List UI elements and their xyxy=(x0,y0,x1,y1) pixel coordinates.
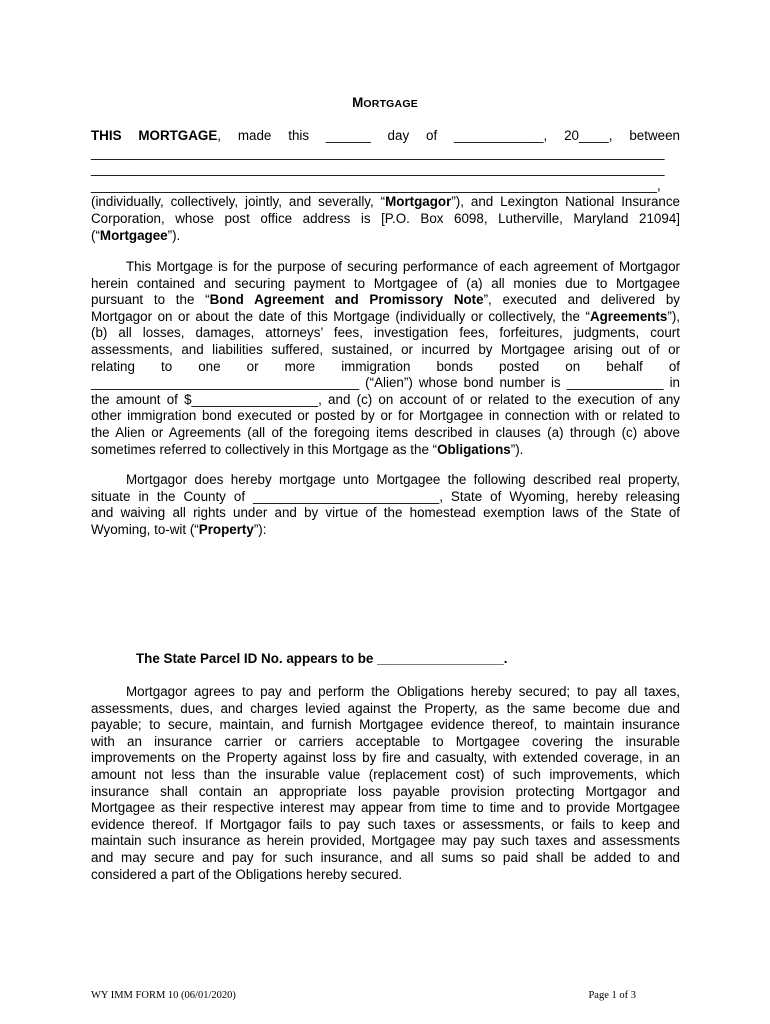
insurance-line xyxy=(91,684,680,701)
text-run: Mortgagor does hereby mortgage unto Mortgagee the following described real property, xyxy=(126,472,680,487)
text-run: pursuant to the “ xyxy=(91,292,210,308)
text-run: relating to one or more immigration bonds posted on behalf of xyxy=(91,358,680,374)
bold-term: Obligations xyxy=(437,441,511,457)
text-run: (individually, collectively, jointly, and severally, “ xyxy=(91,194,386,210)
text-run: the Alien or Agreements (all of the foregoing items described in clauses (a) through (c) above xyxy=(91,424,680,440)
purpose-line xyxy=(91,292,680,309)
insurance-paragraph xyxy=(91,684,680,883)
insurance-line xyxy=(91,817,680,834)
property-line xyxy=(91,522,680,539)
text-run: with an insurance carrier or carriers acceptable to Mortgagee covering the insurable xyxy=(91,733,680,749)
intro-line xyxy=(91,228,680,245)
text-run: ____________________________________________________________________________, xyxy=(91,177,661,193)
purpose-line xyxy=(91,342,680,359)
text-run: improvements on the Property against loss by fire and casualty, with extended coverage, in an xyxy=(91,750,680,766)
bold-term: THIS MORTGAGE xyxy=(91,128,218,143)
intro-line xyxy=(91,161,680,178)
text-run: the amount of $_________________, and (c) on account of or related to the execution of any xyxy=(91,391,680,407)
text-run: ”). xyxy=(510,441,524,457)
insurance-line xyxy=(91,717,680,734)
insurance-line xyxy=(91,850,680,867)
text-run: This Mortgage is for the purpose of securing performance of each agreement of Mortgagor xyxy=(126,259,680,274)
parcel-line xyxy=(136,651,725,668)
bold-term: Bond Agreement and Promissory Note xyxy=(209,292,484,308)
purpose-line xyxy=(91,375,680,392)
parcel-id-paragraph xyxy=(136,651,725,668)
text-run: ”): xyxy=(253,521,267,537)
insurance-line xyxy=(91,750,680,767)
text-run: and may secure and pay for such insurance, and all sums so paid shall be added to and xyxy=(91,849,680,865)
text-run: evidence thereof. If Mortgagor fails to pay such taxes or assessments, or fails to keep and xyxy=(91,816,680,832)
text-run: (b) all losses, damages, attorneys’ fees, investigation fees, forfeitures, judgments, court xyxy=(91,325,680,341)
text-run: considered a part of the Obligations hereby secured. xyxy=(91,866,403,882)
property-paragraph xyxy=(91,472,680,538)
text-run: other immigration bond executed or posted by or for Mortgagee in connection with or related to xyxy=(91,408,680,424)
text-run: ”), xyxy=(667,308,680,324)
insurance-line xyxy=(91,767,680,784)
text-run: Corporation, whose post office address is [P.O. Box 6098, Lutherville, Maryland 21094] xyxy=(91,210,680,226)
text-run: ”), and Lexington National Insurance xyxy=(451,194,680,210)
intro-line xyxy=(91,128,680,145)
text-run: insurance shall contain an appropriate loss payable provision protecting Mortgagor and xyxy=(91,783,680,799)
insurance-line xyxy=(91,734,680,751)
page-number: Page 1 of 3 xyxy=(588,990,636,1001)
purpose-line xyxy=(91,359,680,376)
text-run: herein contained and securing payment to Mortgagee of (a) all monies due to Mortgagee xyxy=(91,275,680,291)
bold-term: Mortgagee xyxy=(99,227,168,243)
insurance-line xyxy=(91,800,680,817)
document-title: MORTGAGE xyxy=(352,95,418,110)
insurance-line xyxy=(91,784,680,801)
insurance-line xyxy=(91,833,680,850)
text-run: sometimes referred to collectively in this Mortgage as the “ xyxy=(91,441,438,457)
text-run: Mortgagor agrees to pay and perform the Obligations hereby secured; to pay all taxes, xyxy=(126,684,680,699)
text-run: assessments, and liabilities suffered, sustained, or incurred by Mortgagee arising out of or xyxy=(91,341,680,357)
purpose-line xyxy=(91,259,680,276)
purpose-line xyxy=(91,442,680,459)
purpose-paragraph xyxy=(91,259,680,458)
bold-term: The State Parcel ID No. appears to be _________________. xyxy=(136,651,508,666)
property-line xyxy=(91,489,680,506)
text-run: payable; to secure, maintain, and furnish Mortgagee evidence thereof, to maintain insurance xyxy=(91,717,680,733)
purpose-line xyxy=(91,276,680,293)
text-run: assessments, dues, and charges levied against the Property, as the same become due and xyxy=(91,700,680,716)
text-run: situate in the County of _________________________, State of Wyoming, hereby releasing xyxy=(91,488,680,504)
property-line xyxy=(91,505,680,522)
intro-paragraph xyxy=(91,128,680,244)
property-line xyxy=(91,472,680,489)
text-run: Mortgagor on or about the date of this Mortgage (individually or collectively, the “ xyxy=(91,308,590,324)
bold-term: Mortgagor xyxy=(385,194,452,210)
text-run: ”). xyxy=(167,227,181,243)
intro-line xyxy=(91,211,680,228)
text-run: Wyoming, to-wit (“ xyxy=(91,521,199,537)
purpose-line xyxy=(91,425,680,442)
text-run: _____________________________________________________________________________ xyxy=(91,144,665,160)
text-run: , made this ______ day of ____________, 20____, between xyxy=(217,128,680,143)
text-run: (“ xyxy=(91,227,100,243)
text-run: ”, executed and delivered by xyxy=(483,292,680,308)
bold-term: Agreements xyxy=(589,308,668,324)
text-run: _____________________________________________________________________________ xyxy=(91,161,665,177)
text-run: amount not less than the insurable value (replacement cost) of such improvements, which xyxy=(91,766,680,782)
form-id: WY IMM FORM 10 (06/01/2020) xyxy=(91,990,236,1001)
purpose-line xyxy=(91,309,680,326)
intro-line xyxy=(91,194,680,211)
text-run: maintain such insurance as herein provided, Mortgagee may pay such taxes and assessments xyxy=(91,833,680,849)
purpose-line xyxy=(91,325,680,342)
text-run: and waiving all rights under and by virtue of the homestead exemption laws of the State of xyxy=(91,505,680,521)
purpose-line xyxy=(91,392,680,409)
intro-line xyxy=(91,178,680,195)
bold-term: Property xyxy=(198,521,254,537)
insurance-line xyxy=(91,701,680,718)
text-run: Mortgagee as their respective interest may appear from time to time and to provide Mortgagee xyxy=(91,800,680,816)
intro-line xyxy=(91,145,680,162)
text-run: ____________________________________ (“Alien”) whose bond number is _____________ in xyxy=(91,375,680,391)
insurance-line xyxy=(91,867,680,884)
purpose-line xyxy=(91,408,680,425)
